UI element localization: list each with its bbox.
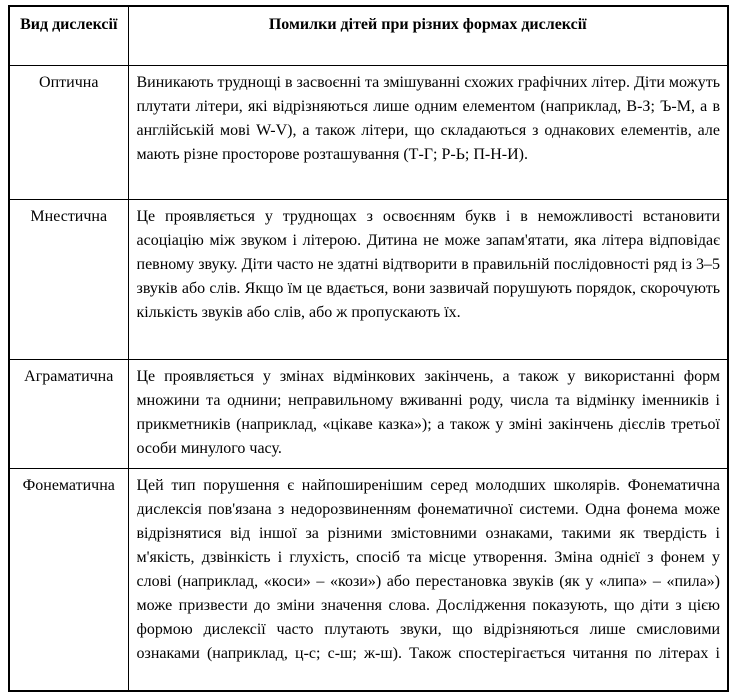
- table-row-agrammatic: [9, 359, 728, 468]
- dyslexia-description-text: Цей тип порушення є найпоширенішим серед молодших школярів. Фонематична дислексія пов'язана з недорозвиненням фонематичної системи. Одна фонема може відрізнятися від іншої за різними змістовними ознаками, такими як твердість і м'якість, дзвінкість і глухість, спосіб та місце утворення. Зміна однієї з фонем у слові (наприклад, «коси» – «кози») або перестановка звуків (як у «липа» – «пила») може призвести до зміни значення слова. Дослідження показують, що діти з цією формою дислексії часто плутають звуки, що відрізняються лише смисловими ознаками (наприклад, ц-с; с-ш; ж-ш). Також спостерігається читання по літерах і: [136, 476, 720, 662]
- table-row-phonematic: [9, 468, 728, 691]
- dyslexia-description-cell: [128, 199, 728, 359]
- column-header-dyslexia-type: [9, 6, 128, 65]
- dyslexia-types-table: [8, 5, 729, 692]
- dyslexia-type-cell: [9, 199, 128, 359]
- dyslexia-type-label: Аграматична: [24, 367, 114, 385]
- table-row-mnestic: [9, 199, 728, 359]
- table-header-row: [9, 6, 728, 65]
- dyslexia-description-cell: [128, 468, 728, 691]
- table-row-optical: [9, 65, 728, 199]
- dyslexia-description-text: Це проявляється у труднощах з освоєнням букв і в неможливості встановити асоціацію між звуком і літерою. Дитина не може запам'ятати, яка літера відповідає певному звуку. Діти часто не здатні відтворити в правильній послідовності ряд із 3–5 звуків або слів. Якщо їм це вдається, вони зазвичай порушують порядок, скорочують кількість звуків або слів, або ж пропускають їх.: [136, 207, 720, 321]
- dyslexia-description-cell: [128, 65, 728, 199]
- dyslexia-type-cell: [9, 65, 128, 199]
- dyslexia-type-label: Мнестична: [30, 207, 108, 225]
- dyslexia-description-text: Виникають труднощі в засвоєнні та змішуванні схожих графічних літер. Діти можуть плутати літери, які відрізняються лише одним елементом (наприклад, В-З; Ъ-М, а в англійській мові W-V), а також літери, що складаються з однакових елементів, але мають різне просторове розташування (Т-Г; Р-Ь; П-Н-И).: [136, 73, 720, 163]
- column-header-errors: [128, 6, 728, 65]
- dyslexia-description-cell: [128, 359, 728, 468]
- dyslexia-type-label: Оптична: [39, 73, 99, 91]
- dyslexia-type-cell: [9, 359, 128, 468]
- column-header-errors-label: Помилки дітей при різних формах дислексії: [268, 16, 587, 33]
- dyslexia-type-cell: [9, 468, 128, 691]
- dyslexia-description-text: Це проявляється у змінах відмінкових закінчень, а також у використанні форм множини та однини; неправильному вживанні роду, числа та відмінку іменників і прикметників (наприклад, «цікаве казка»); а також у зміні закінчень дієслів третьої особи минулого часу.: [136, 367, 720, 457]
- dyslexia-type-label: Фонематична: [22, 476, 115, 494]
- column-header-dyslexia-type-label: Вид дислексії: [20, 16, 118, 33]
